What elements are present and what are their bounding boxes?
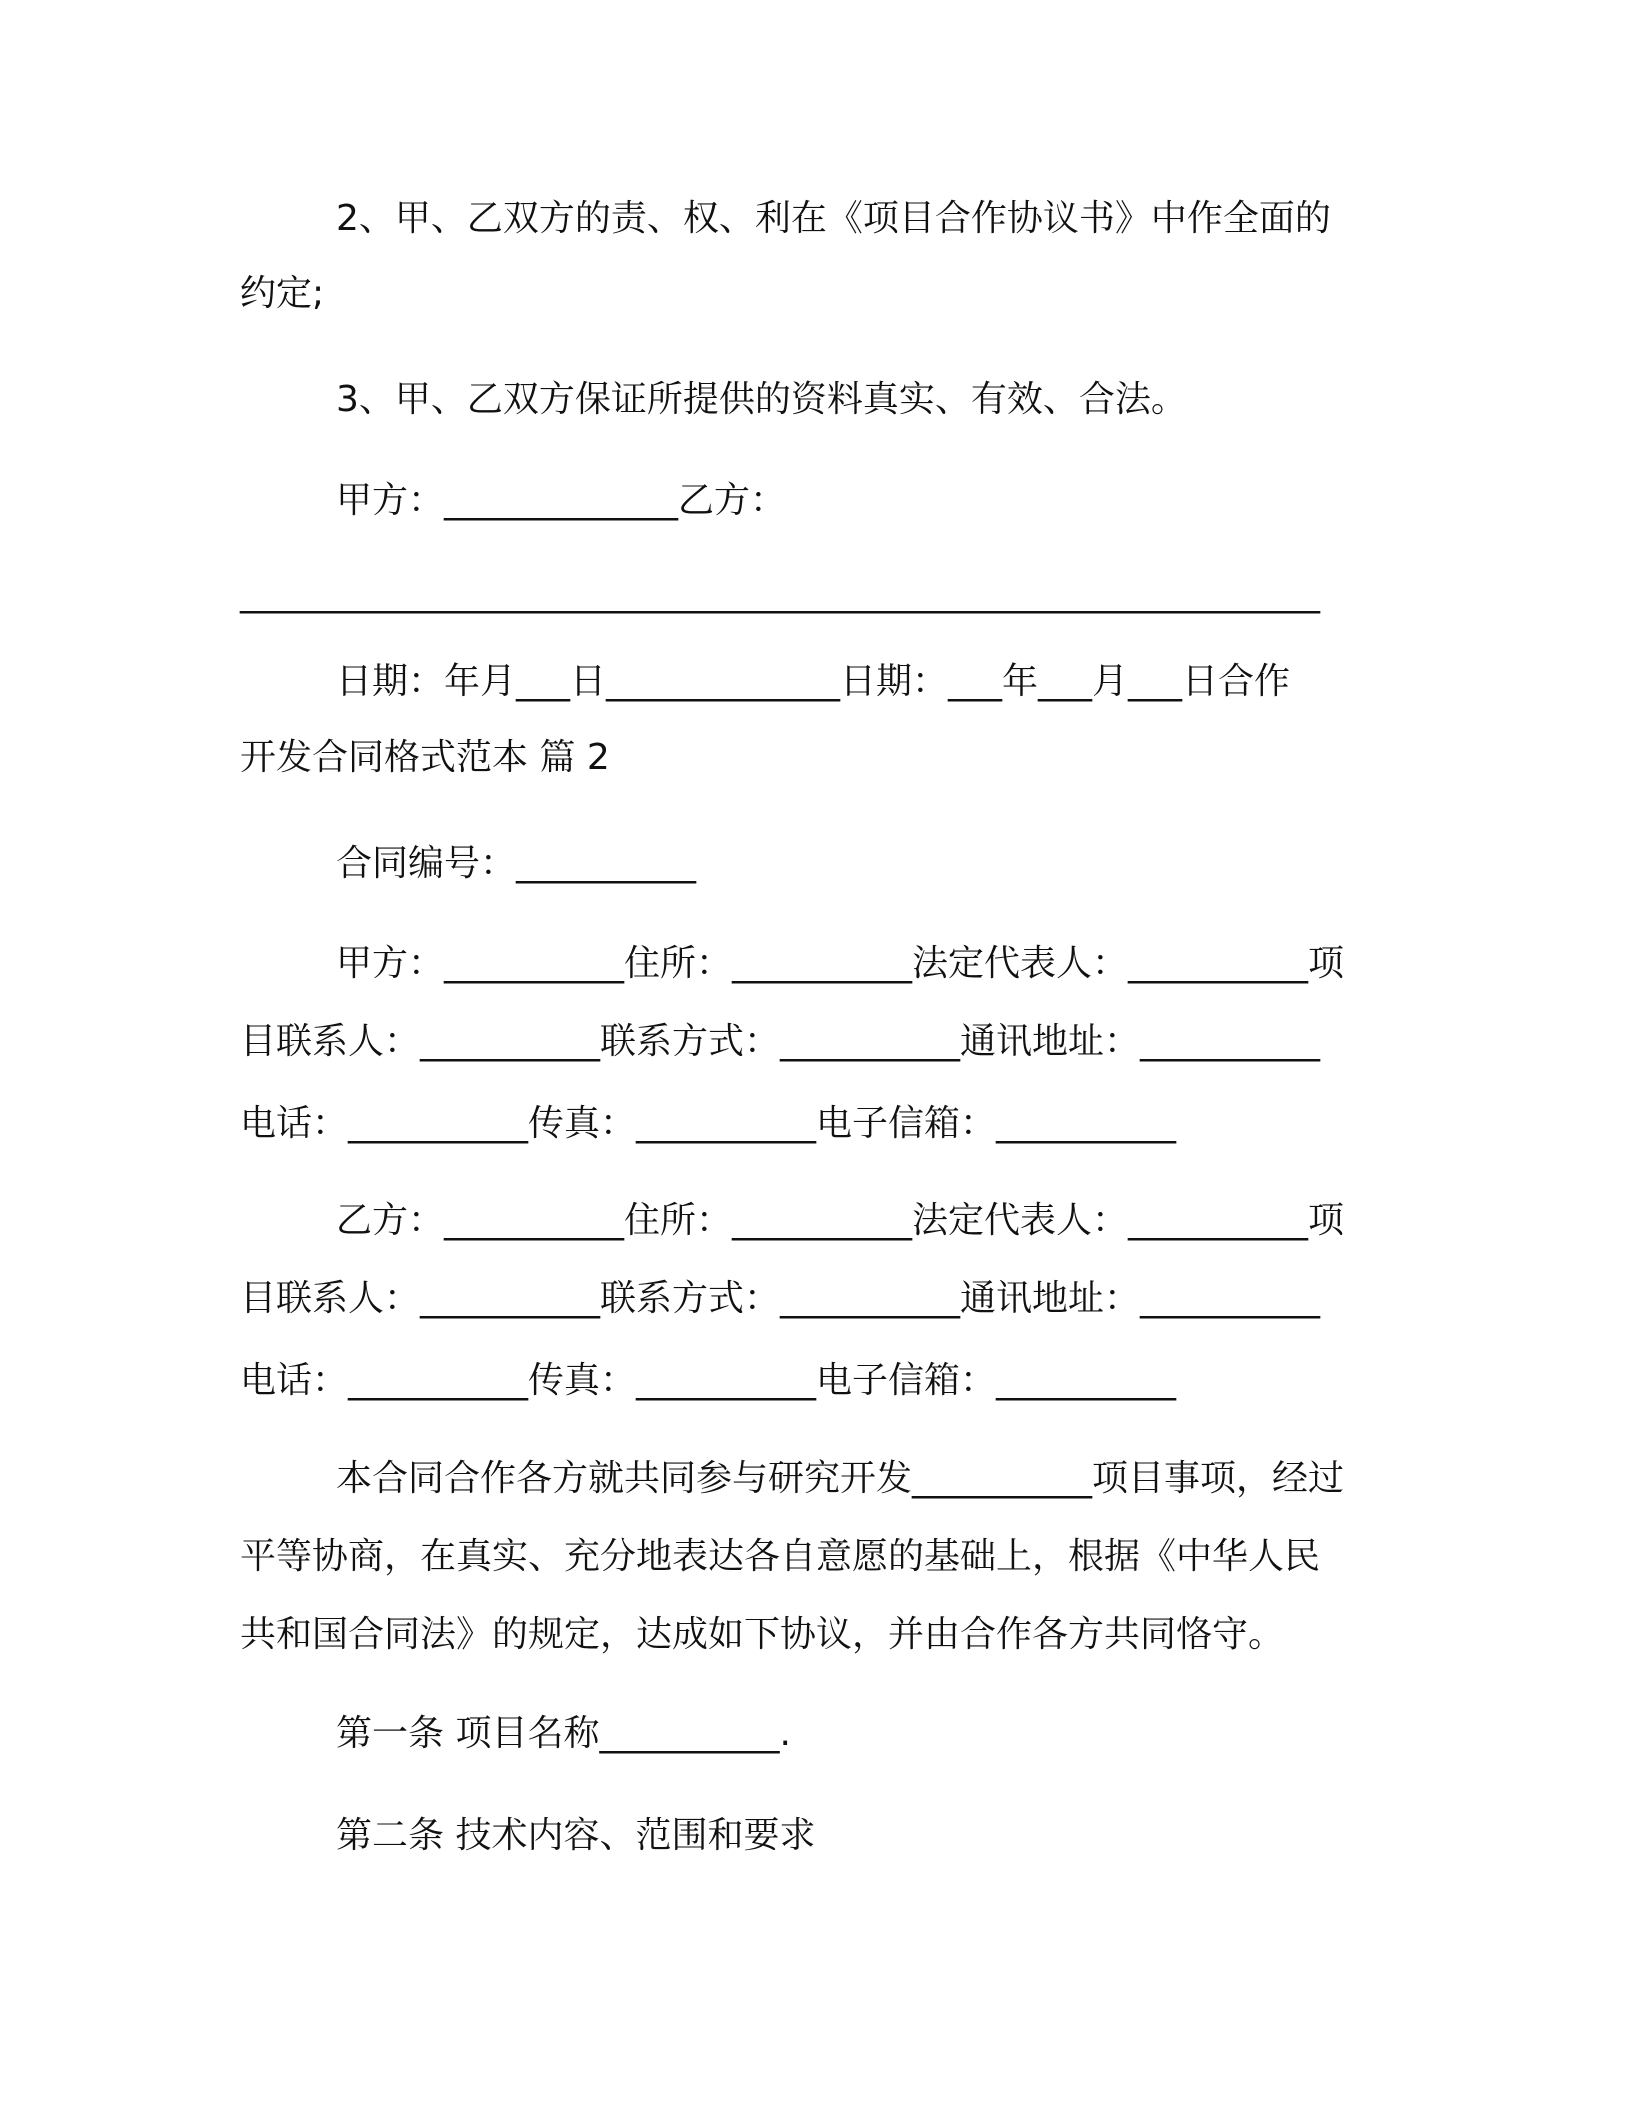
- contract-number: 合同编号：__________: [336, 843, 697, 884]
- article-line: 第一条 项目名称__________.: [336, 1713, 791, 1754]
- party-a-line: 甲方：__________住所：__________法定代表人：__________项: [336, 943, 1345, 984]
- article-line: 第二条 技术内容、范围和要求: [336, 1815, 816, 1856]
- date-line: 日期：年月___日_____________日期：___年___月___日合作: [336, 661, 1291, 702]
- party-b-line: 目联系人：__________联系方式：__________通讯地址：__________: [240, 1278, 1321, 1319]
- paragraph-line: 平等协商，在真实、充分地表达各自意愿的基础上，根据《中华人民: [240, 1536, 1321, 1577]
- party-a-line: 电话：__________传真：__________电子信箱：__________: [240, 1103, 1177, 1144]
- party-a-line: 目联系人：__________联系方式：__________通讯地址：__________: [240, 1021, 1321, 1062]
- section-heading: 开发合同格式范本 篇 2: [240, 737, 610, 778]
- paragraph-line: 2、甲、乙双方的责、权、利在《项目合作协议书》中作全面的: [336, 198, 1331, 239]
- paragraph-line: 约定;: [240, 273, 325, 314]
- paragraph-line: 3、甲、乙双方保证所提供的资料真实、有效、合法。: [336, 379, 1187, 420]
- blank-line: ____________________________________________________________: [240, 573, 1320, 614]
- party-b-line: 乙方：__________住所：__________法定代表人：__________项: [336, 1200, 1345, 1241]
- party-b-line: 电话：__________传真：__________电子信箱：__________: [240, 1360, 1177, 1401]
- paragraph-line: 共和国合同法》的规定，达成如下协议，并由合作各方共同恪守。: [240, 1614, 1285, 1655]
- signature-line: 甲方：_____________乙方：: [336, 480, 787, 521]
- paragraph-line: 本合同合作各方就共同参与研究开发__________项目事项，经过: [336, 1458, 1345, 1499]
